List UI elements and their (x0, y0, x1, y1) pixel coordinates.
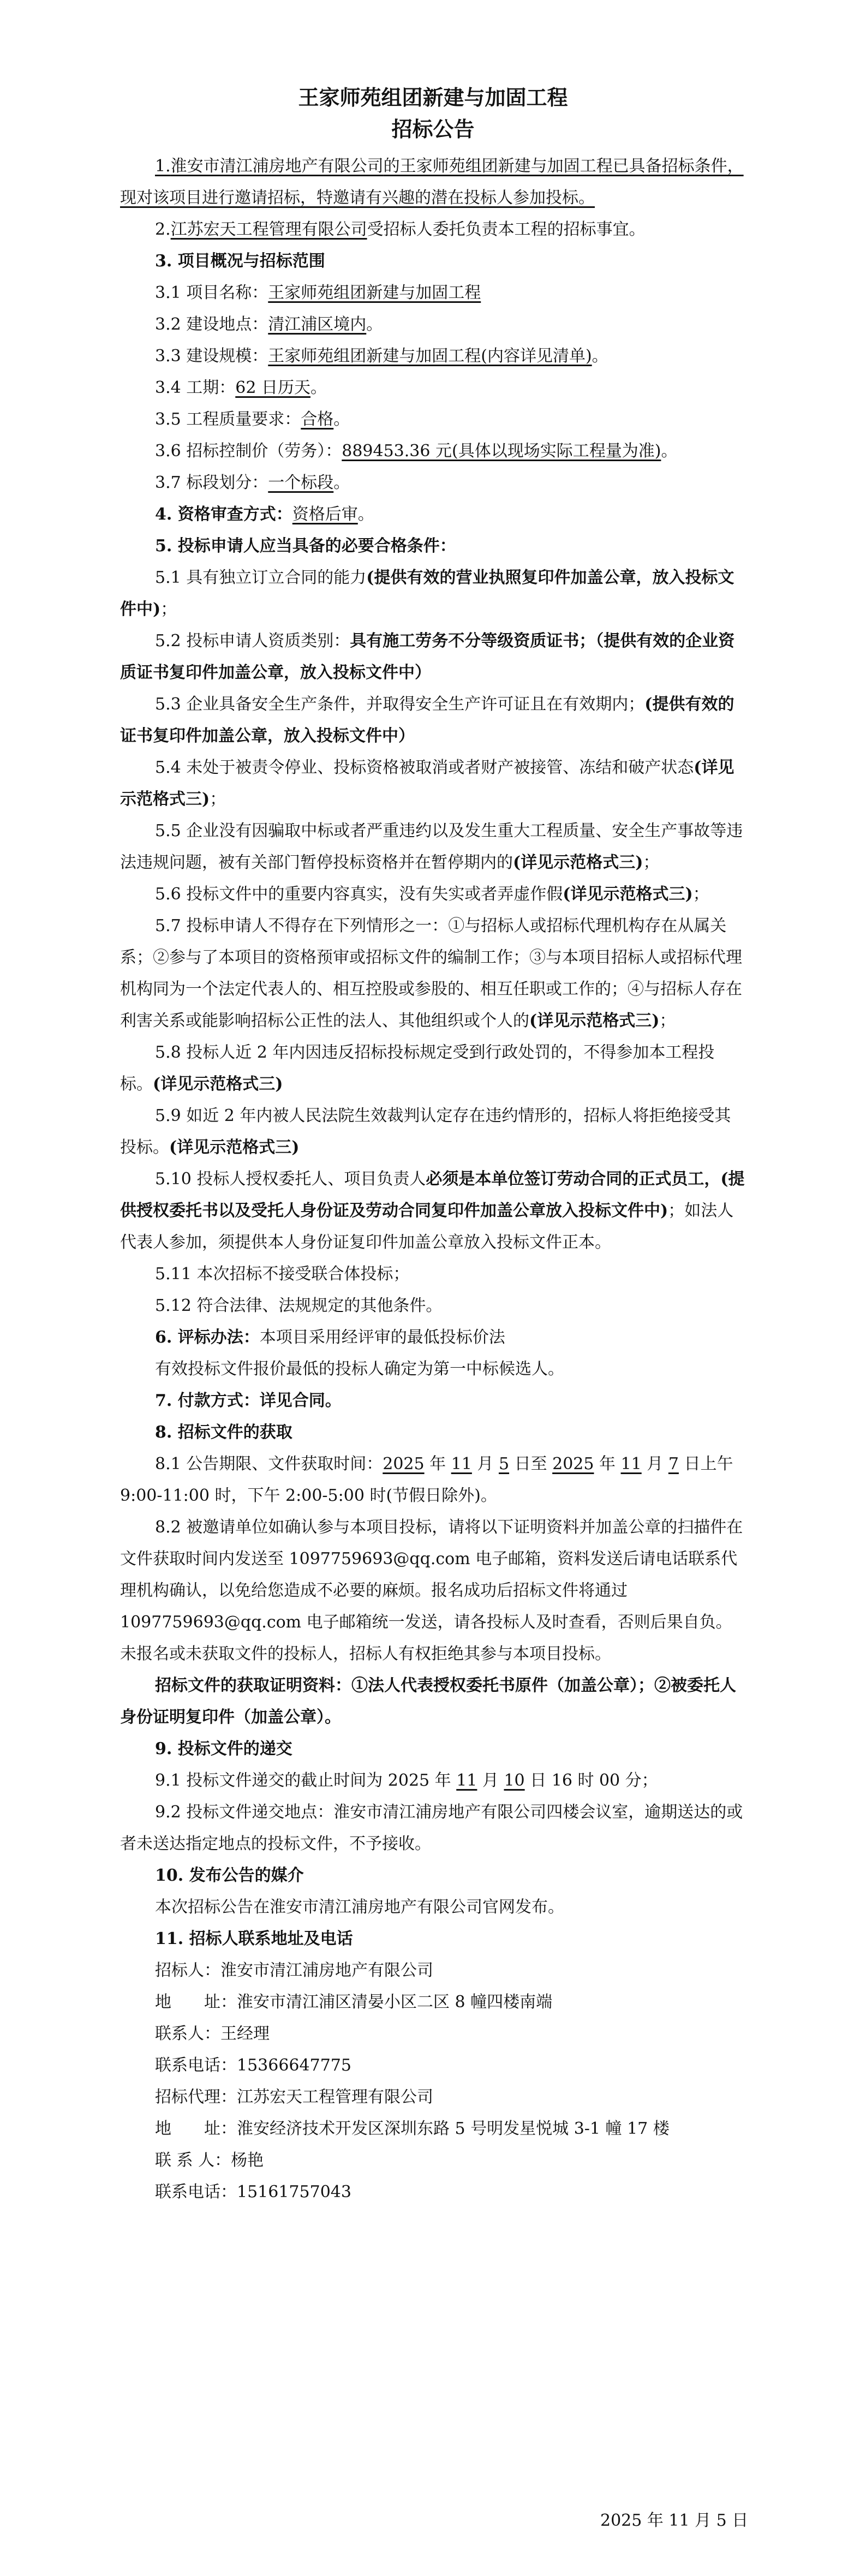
tenderer-phone-value: 15366647775 (237, 2056, 351, 2075)
cond-5-4-text: 5.4 未处于被责令停业、投标资格被取消或者财产被接管、冻结和破产状态 (155, 758, 694, 777)
cond-5-6: 5.6 投标文件中的重要内容真实，没有失实或者弄虚作假(详见示范格式三)； (155, 885, 709, 904)
cond-5-9-note: (详见示范格式三) (169, 1138, 300, 1157)
cond-5-1: 5.1 具有独立订立合同的能力(提供有效的营业执照复印件加盖公章，放入投标文件中)； (120, 568, 734, 619)
cond-5-12: 5.12 符合法律、法规规定的其他条件。 (155, 1296, 443, 1315)
item-9-1-text: 9.1 投标文件递交的截止时间为 2025 年 (155, 1771, 457, 1790)
agent-phone-label: 联系电话： (155, 2183, 237, 2202)
section-6-value: 本项目采用经评审的最低投标价法 (259, 1328, 505, 1347)
item-8-1 (120, 1448, 746, 1512)
section-6-line2: 有效投标文件报价最低的投标人确定为第一中标候选人。 (155, 1359, 564, 1379)
start-year-unit: 年 (424, 1454, 451, 1474)
item-9-1 (120, 1765, 746, 1797)
p2-rest: 受招标人委托负责本工程的招标事宜。 (367, 220, 646, 239)
agent-row (120, 2082, 746, 2113)
cond-5-2 (120, 625, 746, 689)
cond-5-9 (120, 1100, 746, 1164)
cond-5-10-note: (提供授权委托书以及受托人身份证及劳动合同复印件加盖公章放入投标文件中) (120, 1170, 745, 1220)
tenderer-contact-value: 王经理 (220, 2024, 270, 2043)
end-month: 11 (620, 1454, 642, 1474)
cond-5-7-note: (详见示范格式三) (529, 1011, 660, 1030)
section-9-heading: 9. 投标文件的递交 (155, 1739, 292, 1758)
item-3-6-label: 3.6 招标控制价（劳务）： (155, 442, 342, 461)
end-day-unit: 日 (678, 1454, 701, 1474)
item-8-proof: 招标文件的获取证明资料：①法人代表授权委托书原件（加盖公章）；②被委托人身份证明复印件（加盖公章）。 (120, 1676, 736, 1727)
item-3-4: 3.4 工期：62 日历天。 (155, 378, 327, 397)
cond-5-4: 5.4 未处于被责令停业、投标资格被取消或者财产被接管、冻结和破产状态(详见示范格式三)； (120, 758, 734, 809)
section-3-heading: 3. 项目概况与招标范围 (155, 252, 325, 271)
section-7-value: 详见合同。 (259, 1391, 342, 1410)
item-3-6: 3.6 招标控制价（劳务）：889453.36 元(具体以现场实际工程量为准)。 (155, 442, 678, 461)
start-year: 2025 (383, 1454, 425, 1474)
item-3-5: 3.5 工程质量要求：合格。 (155, 410, 350, 429)
deadline-month-unit: 月 (477, 1771, 504, 1790)
agent-contact-value: 杨艳 (231, 2151, 264, 2170)
cond-5-1-note: (提供有效的营业执照复印件加盖公章，放入投标文件中) (120, 568, 734, 619)
agent-value: 江苏宏天工程管理有限公司 (237, 2088, 433, 2107)
cond-5-5: 5.5 企业没有因骗取中标或者严重违约以及发生重大工程质量、安全生产事故等违法违规问题，被有关部门暂停投标资格并在暂停期内的(详见示范格式三)； (120, 821, 743, 872)
section-4-value: 资格后审 (292, 505, 358, 524)
section-6-label: 6. 评标办法： (155, 1328, 260, 1347)
cond-5-9-text: 5.9 如近 2 年内被人民法院生效裁判认定存在违约情形的，招标人将拒绝接受其投标。 (120, 1106, 731, 1157)
item-3-5-label: 3.5 工程质量要求： (155, 410, 301, 429)
tenderer-contact-label: 联系人： (155, 2024, 220, 2043)
agent-contact-row (120, 2145, 746, 2177)
item-3-1-label: 3.1 项目名称： (155, 283, 268, 302)
item-3-3: 3.3 建设规模：王家师苑组团新建与加固工程(内容详见清单)。 (155, 347, 608, 366)
start-month: 11 (451, 1454, 472, 1474)
cond-5-4-note: (详见示范格式三) (120, 758, 734, 809)
section-7 (120, 1385, 746, 1417)
paragraph-2 (120, 214, 746, 246)
start-day: 5 (498, 1454, 510, 1474)
p1-rest: 的王家师苑组团新建与加固工程已具备招标条件，现对该项目进行邀请招标，特邀请有兴趣的潜在投标人参加投标。 (120, 157, 744, 207)
end-month-unit: 月 (641, 1454, 668, 1474)
cond-5-5-note: (详见示范格式三) (513, 853, 643, 872)
agent-address-row (120, 2113, 746, 2145)
item-3-4-label: 3.4 工期： (155, 378, 236, 397)
tenderer-phone-row (120, 2050, 746, 2082)
end-day: 7 (668, 1454, 679, 1474)
cond-5-10 (120, 1164, 746, 1259)
item-8-2: 8.2 被邀请单位如确认参与本项目投标，请将以下证明资料并加盖公章的扫描件在文件获取时间内发送至 1097759693@qq.com 电子邮箱，资料发送后请电话联系代理机构确认，以免给您造成不必要的麻烦。报名成功后招标文件将通过 1097759693@qq.com 电子邮箱统一发送，请各投标人及时查看，否则后果自负。未报名或未获取文件的投标人，招标人有权拒绝其参与本项目投标。 (120, 1518, 743, 1663)
item-3-7: 3.7 标段划分：一个标段。 (155, 473, 350, 492)
item-3-6-value: 889453.36 元(具体以现场实际工程量为准) (342, 442, 661, 461)
tenderer-address-label: 地 址： (155, 1993, 237, 2012)
agent-label: 招标代理： (155, 2088, 237, 2107)
section-4-label: 4. 资格审查方式： (155, 505, 292, 524)
document-title: 王家师苑组团新建与加固工程 (298, 85, 568, 110)
item-3-1-value: 王家师苑组团新建与加固工程 (268, 283, 481, 302)
agent-phone-row (120, 2177, 746, 2208)
item-3-1 (120, 277, 746, 309)
tenderer-address-row (120, 1987, 746, 2018)
cond-5-1-text: 5.1 具有独立订立合同的能力 (155, 568, 367, 587)
cond-5-5-text: 5.5 企业没有因骗取中标或者严重违约以及发生重大工程质量、安全生产事故等违法违规问题，被有关部门暂停投标资格并在暂停期内的 (120, 821, 743, 872)
item-3-5-value: 合格 (301, 410, 334, 429)
p2-num: 2. (155, 220, 171, 239)
cond-5-6-text: 5.6 投标文件中的重要内容真实，没有失实或者弄虚作假 (155, 885, 563, 904)
deadline-month: 11 (456, 1771, 477, 1790)
cond-5-7: 5.7 投标申请人不得存在下列情形之一：①与招标人或招标代理机构存在从属关系；②参与了本项目的资格预审或招标文件的编制工作；③与本项目招标人或招标代理机构同为一个法定代表人的、相互控股或参股的、相互任职或工作的；④与招标人存在利害关系或能影响招标公正性的法人、其他组织或个人的(详见示范格式三)； (120, 916, 742, 1030)
item-8-1-label: 8.1 公告期限、文件获取时间： (155, 1454, 383, 1474)
tenderer-address-value: 淮安市清江浦区清晏小区二区 8 幢四楼南端 (237, 1993, 553, 2012)
section-5-heading: 5. 投标申请人应当具备的必要合格条件： (155, 536, 456, 556)
item-3-2: 3.2 建设地点：清江浦区境内。 (155, 315, 383, 334)
section-11-heading: 11. 招标人联系地址及电话 (155, 1929, 353, 1948)
cond-5-3 (120, 689, 746, 752)
section-7-label: 7. 付款方式： (155, 1391, 260, 1410)
start-day-unit: 日至 (509, 1454, 553, 1474)
end-year-unit: 年 (594, 1454, 621, 1474)
cond-5-10-text-d: ；如法人代表人参加，须提供本人身份证复印件加盖公章放入投标文件正本。 (120, 1201, 734, 1252)
item-3-4-value: 62 日历天 (235, 378, 310, 397)
document-subtitle: 招标公告 (391, 117, 475, 141)
section-8-heading: 8. 招标文件的获取 (155, 1423, 292, 1442)
start-month-unit: 月 (471, 1454, 499, 1474)
tenderer-value: 淮安市清江浦房地产有限公司 (220, 1961, 433, 1980)
agent-phone-value: 15161757043 (237, 2183, 351, 2202)
agent-contact-label: 联 系 人： (155, 2151, 231, 2170)
item-3-7-label: 3.7 标段划分： (155, 473, 268, 492)
cond-5-2-text: 5.2 投标申请人资质类别： (155, 631, 350, 651)
item-3-2-label: 3.2 建设地点： (155, 315, 268, 334)
agent-address-label: 地 址： (155, 2119, 237, 2138)
cond-5-8-text: 5.8 投标人近 2 年内因违反招标投标规定受到行政处罚的，不得参加本工程投标。 (120, 1043, 715, 1094)
tenderer-label: 招标人： (155, 1961, 220, 1980)
cond-5-11: 5.11 本次招标不接受联合体投标； (155, 1265, 410, 1284)
tenderer-row (120, 1955, 746, 1987)
item-3-3-label: 3.3 建设规模： (155, 347, 268, 366)
tenderer-phone-label: 联系电话： (155, 2056, 237, 2075)
p2-agent: 江苏宏天工程管理有限公司 (170, 220, 367, 239)
item-3-3-value: 王家师苑组团新建与加固工程(内容详见清单) (268, 347, 592, 366)
agent-address-value: 淮安经济技术开发区深圳东路 5 号明发星悦城 3-1 幢 17 楼 (237, 2119, 670, 2138)
cond-5-2-note: 具有施工劳务不分等级资质证书；（提供有效的企业资质证书复印件加盖公章，放入投标文件中） (120, 631, 735, 682)
p1-owner: 淮安市清江浦房地产有限公司 (170, 157, 384, 176)
item-3-7-value: 一个标段 (268, 473, 334, 492)
end-year: 2025 (552, 1454, 594, 1474)
p1-num: 1. (155, 157, 171, 176)
announcement-date: 2025 年 11 月 5 日 (600, 2511, 749, 2530)
item-9-1-time: 日 16 时 00 分； (524, 1771, 658, 1790)
section-4: 4. 资格审查方式：资格后审。 (155, 505, 374, 524)
item-9-2: 9.2 投标文件递交地点：淮安市清江浦房地产有限公司四楼会议室，逾期送达的或者未送达指定地点的投标文件，不予接收。 (120, 1803, 743, 1853)
cond-5-3-text: 5.3 企业具备安全生产条件，并取得安全生产许可证且在有效期内； (155, 695, 645, 714)
tenderer-contact-row (120, 2018, 746, 2050)
cond-5-6-note: (详见示范格式三) (563, 885, 693, 904)
deadline-day: 10 (504, 1771, 525, 1790)
cond-5-3-note: (提供有效的证书复印件加盖公章，放入投标文件中） (120, 695, 734, 746)
cond-5-10-text-a: 5.10 投标人授权委托人、项目负责人 (155, 1170, 426, 1189)
item-3-2-value: 清江浦区境内 (268, 315, 367, 334)
cond-5-10-text-b: 必须是本单位签订劳动合同的正式员工， (426, 1170, 721, 1189)
item-8-1-hours: 上午 9:00-11:00 时，下午 2:00-5:00 时(节假日除外)。 (120, 1454, 733, 1505)
cond-5-8-note: (详见示范格式三) (153, 1075, 283, 1094)
paragraph-1 (120, 151, 746, 214)
section-6 (120, 1322, 746, 1353)
cond-5-8 (120, 1037, 746, 1100)
cond-5-7-text: 5.7 投标申请人不得存在下列情形之一：①与招标人或招标代理机构存在从属关系；②参与了本项目的资格预审或招标文件的编制工作；③与本项目招标人或招标代理机构同为一个法定代表人的、相互控股或参股的、相互任职或工作的；④与招标人存在利害关系或能影响招标公正性的法人、其他组织或个人的 (120, 916, 742, 1030)
section-10-heading: 10. 发布公告的媒介 (155, 1866, 304, 1885)
section-10-text: 本次招标公告在淮安市清江浦房地产有限公司官网发布。 (155, 1898, 564, 1917)
